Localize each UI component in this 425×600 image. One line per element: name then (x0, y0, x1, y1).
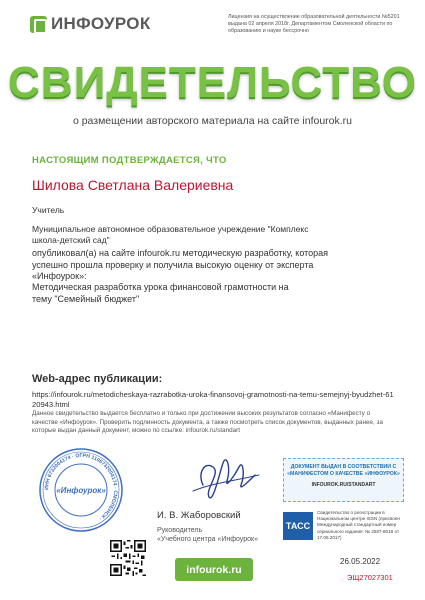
publication-url[interactable]: https://infourok.ru/metodicheskaya-razrabotka-uroka-finansovoj-gramotnosti-na-temu-semejnyj-byudzhet-6120943.html (32, 390, 394, 409)
signer-title-line1: Руководитель (157, 527, 203, 534)
stamp-ring-text: ИНН 6732004174 · ОГРН 1106732004174 · СМОЛЕНСК · (43, 452, 119, 522)
official-stamp (38, 447, 124, 533)
recipient-position: Учитель (32, 205, 65, 215)
signer-title (157, 526, 258, 544)
confirm-heading: НАСТОЯЩИМ ПОДТВЕРЖДАЕТСЯ, ЧТО (32, 155, 227, 166)
site-link-button[interactable]: infourok.ru (175, 558, 253, 581)
quality-title: ДОКУМЕНТ ВЫДАН В СООТВЕТСТВИИ С «МАНИФЕСТОМ О КАЧЕСТВЕ «ИНФОУРОК» (287, 464, 400, 477)
recipient-name: Шилова Светлана Валериевна (32, 177, 234, 193)
logo-text: ИНФОУРОК (51, 14, 151, 33)
issn-registration-text: Свидетельство о регистрации в Национальном центре ISSN (присвоен Международный стандартный номер сериального издания: № 2587-8018 от 17.05.2017) (317, 510, 400, 540)
certificate-code: ЭЩ27027301 (347, 573, 393, 582)
quality-badge (283, 458, 404, 502)
issue-date: 26.05.2022 (340, 557, 381, 566)
license-text: Лицензия на осуществление образовательной деятельности №5201 выдана 02 апреля 2018г. Департаментом Смоленской области по образованию и науке бессрочно (228, 14, 400, 34)
disclaimer-text: Данное свидетельство выдается бесплатно и только при достижении высоких результатов согласно «Манифесту о качестве «Инфоурок». Проверить подлинность документа, а также посмотреть список документов, выданных ранее, за которые выдан данный документ, можно по ссылке: infourok.ru/standart (32, 410, 383, 434)
signer-name: И. В. Жаборовский (157, 510, 241, 521)
certificate-title: СВИДЕТЕЛЬСТВО (8, 58, 417, 107)
signer-title-line2: «Учебного центра «Инфоурок» (157, 536, 258, 543)
tass-logo: ТАСС (283, 512, 313, 540)
certificate-subtitle: о размещении авторского материала на сайте infourok.ru (72, 115, 353, 127)
signature (183, 445, 263, 507)
work-title: Методическая разработка урока финансовой грамотности на тему "Семейный бюджет" (32, 282, 289, 304)
quality-link[interactable]: INFOUROK.RU/STANDART (311, 482, 376, 488)
stamp-inner-text: «Инфоурок» (56, 486, 106, 495)
infourok-logo (30, 14, 151, 34)
recipient-organization: Муниципальное автономное образовательное учреждение "Комплекс школа-детский сад" (32, 224, 309, 245)
web-address-label: Web-адрес публикации: (32, 373, 163, 385)
infourok-logo-icon (30, 16, 47, 33)
published-statement: опубликовал(а) на сайте infourok.ru методическую разработку, которая успешно прошла проверку и получила высокую оценку от эксперта «Инфоурок»: (32, 248, 329, 281)
qr-code (110, 540, 146, 576)
